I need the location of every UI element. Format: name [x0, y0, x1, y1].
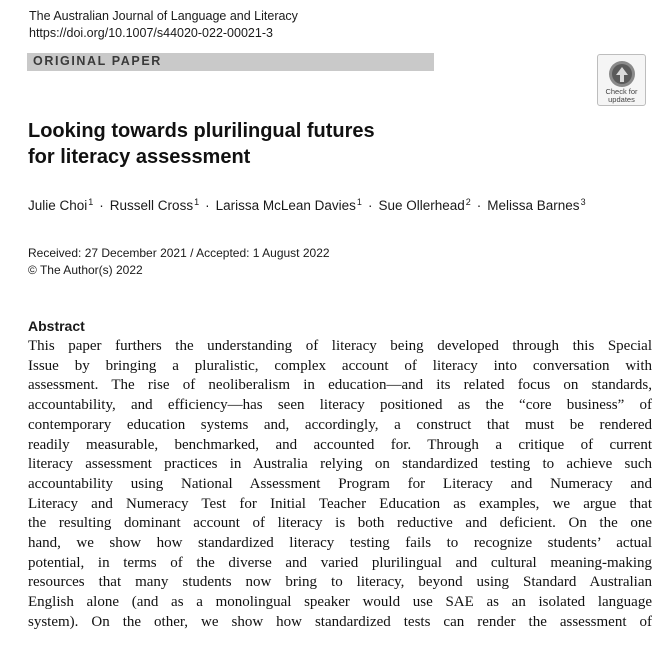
abstract-line: Literacy and Numeracy Test for Initial Teacher Education as examples, we argue that: [28, 495, 652, 512]
title-line-1: Looking towards plurilingual futures: [28, 120, 375, 142]
abstract-line: English alone (and as a monolingual speaker would use SAE as an isolated language: [28, 594, 652, 611]
title-line-2: for literacy assessment: [28, 146, 251, 168]
abstract-line: resources that many students now bring to literacy, beyond using Standard Australian: [28, 574, 652, 591]
author-name[interactable]: Sue Ollerhead: [378, 198, 465, 213]
abstract-line: contemporary education systems and, accordingly, a construct that must be rendered: [28, 416, 652, 433]
abstract-body: [28, 337, 652, 633]
section-label-bar: [27, 53, 434, 71]
author-affiliation[interactable]: 1: [194, 197, 200, 207]
author-name[interactable]: Larissa McLean Davies: [215, 198, 356, 213]
author-name[interactable]: Melissa Barnes: [487, 198, 580, 213]
badge-text-line1: Check for: [605, 87, 638, 96]
abstract-line: readily measurable, benchmarked, and accounted for. Through a critique of current: [28, 436, 652, 453]
author-name[interactable]: Russell Cross: [109, 198, 194, 213]
abstract-line: potential, in terms of the diverse and varied plurilingual and cultural meaning-making: [28, 554, 652, 571]
author-affiliation[interactable]: 1: [356, 197, 362, 207]
abstract-heading: Abstract: [28, 318, 85, 334]
copyright-notice: © The Author(s) 2022: [28, 263, 143, 277]
section-label: ORIGINAL PAPER: [33, 54, 162, 68]
abstract-line: hand, we show how standardized literacy testing fails to recognize students’ actual: [28, 535, 652, 552]
abstract-line: Issue by bringing a pluralistic, complex account of literacy into conversation with: [28, 357, 652, 374]
author-separator: ·: [367, 198, 373, 213]
author-affiliation[interactable]: 1: [88, 197, 94, 207]
journal-name: The Australian Journal of Language and Literacy: [29, 9, 298, 23]
paper-title: [28, 118, 375, 170]
check-for-updates-icon: [607, 59, 637, 89]
author-list: [28, 197, 586, 213]
publication-dates: Received: 27 December 2021 / Accepted: 1 August 2022: [28, 246, 330, 260]
abstract-line: accountability, and efficiency—has seen literacy positioned as the “core business” of: [28, 397, 652, 414]
badge-text-line2: updates: [608, 95, 635, 104]
author-affiliation[interactable]: 2: [465, 197, 471, 207]
author-affiliation[interactable]: 3: [580, 197, 586, 207]
author-name[interactable]: Julie Choi: [28, 198, 88, 213]
doi-link[interactable]: https://doi.org/10.1007/s44020-022-00021-3: [29, 26, 273, 40]
abstract-line: literacy assessment practices in Australia relying on standardized testing to achieve such: [28, 456, 652, 473]
check-for-updates-badge[interactable]: [597, 54, 646, 106]
author-separator: ·: [205, 198, 210, 213]
abstract-line: This paper furthers the understanding of literacy being developed through this Special: [28, 338, 652, 354]
abstract-line: system). On the other, we show how standardized tests can render the assessment of: [28, 613, 652, 630]
author-separator: ·: [476, 198, 482, 213]
abstract-line: accountability using National Assessment Program for Literacy and Numeracy and: [28, 475, 652, 492]
author-separator: ·: [99, 198, 104, 213]
abstract-line: the resulting dominant account of literacy is both reductive and deficient. On the one: [28, 515, 652, 532]
abstract-line: assessment. The rise of neoliberalism in education—and its related focus on standards,: [28, 377, 652, 394]
